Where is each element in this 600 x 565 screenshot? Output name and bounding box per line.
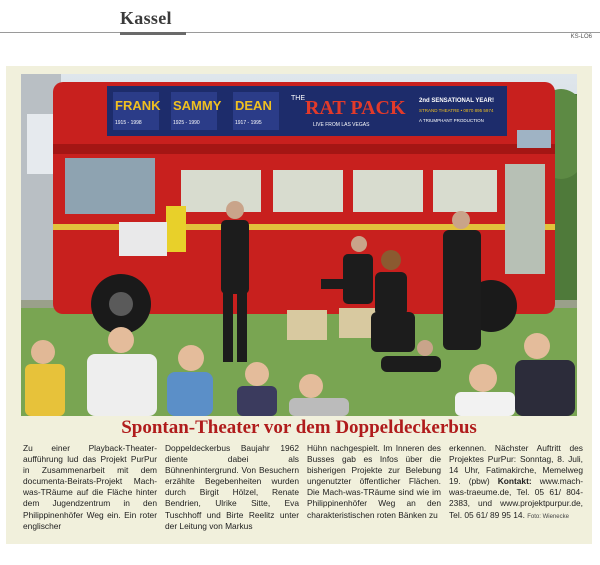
wooden-crate [287,310,327,340]
bus-window [433,170,497,212]
banner-right: 2nd SENSATIONAL YEAR! [419,98,495,104]
article-clipping [6,66,592,544]
building-window [27,114,53,174]
article-photo [21,74,577,416]
article-column-4 [449,443,583,539]
contact-info: www.mach-was-traeume.de, Tel. 05 61/ 804-2383, und www.projektpurpur.de, Tel. 05 61/ 89 95 14. [449,476,584,520]
banner-years: 1915 - 1998 [115,120,142,126]
bus-window [273,170,343,212]
header-rule-accent [120,32,186,35]
banner-years: 1925 - 1990 [173,120,200,126]
bus-window [517,130,551,148]
article-body [23,443,583,539]
bus-window [353,170,423,212]
article-headline: Spontan-Theater vor dem Doppeldeckerbus [121,417,477,438]
banner-the: THE [291,95,305,102]
article-column-2: Doppeldeckerbus Baujahr 1962 diente dabei als Bühnenhintergrund. Von Besuchern erzählte Begebenheiten wurden durch Birgit Hölzel, Renate Bendrien, Ulrike Sitte, Eva Tuschhoff und Birte Reelitz unter der Leitung von Markus [165,443,299,531]
bus-scene-illustration [21,74,577,416]
bus-door [505,164,545,274]
article-column-1: Zu einer Playback-Theater-aufführung lud das Projekt PurPur in Zusammenarbeit mit dem documenta-Beirats-Projekt Mach-was-TRäume auf die Fläche hinter dem Jugendzentrum in den Philippinenhöfer Weg ein. Ein roter englischer [23,443,157,531]
section-title: Kassel [120,8,172,28]
header-rule [0,32,600,33]
banner-years: 1917 - 1995 [235,120,262,126]
bus-window [181,170,261,212]
banner-name: SAMMY [173,98,222,113]
hanging-cloth [166,206,186,252]
contact-label: Kontakt: [497,476,532,487]
bus-hubcap [109,292,133,316]
bus-stripe [53,144,555,154]
column-4-text: erkennen. Nächster Auftritt des Projektes PurPur: Sonntag, 8. Juli, 14 Uhr, Fatimakirche, Memelweg 19. (pbw) [449,443,583,487]
page-code: KS-LO6 [570,34,592,40]
article-column-3: Hühn nachgespielt. Im Inneren des Busses gab es Infos über die bisherigen Projekte zur Belebung ungenutzter öffentlicher Flächen. Die Mach-was-TRäume sind wie im Philippinenhöfer Weg an den charakteristischen roten Bänken zu [307,443,441,520]
banner-name: FRANK [115,98,161,113]
banner-sub: LIVE FROM LAS VEGAS [313,122,370,128]
newspaper-header [0,0,600,40]
photo-credit: Foto: Wienecke [527,513,569,520]
bus-window [65,158,155,214]
banner-right: A TRIUMPHANT PRODUCTION [419,118,484,123]
banner-title: RAT PACK [305,97,406,119]
banner-right: STRAND THEATRE • 0870 895 5974 [419,108,494,113]
hanging-cloth [119,222,167,256]
banner-name: DEAN [235,98,272,113]
